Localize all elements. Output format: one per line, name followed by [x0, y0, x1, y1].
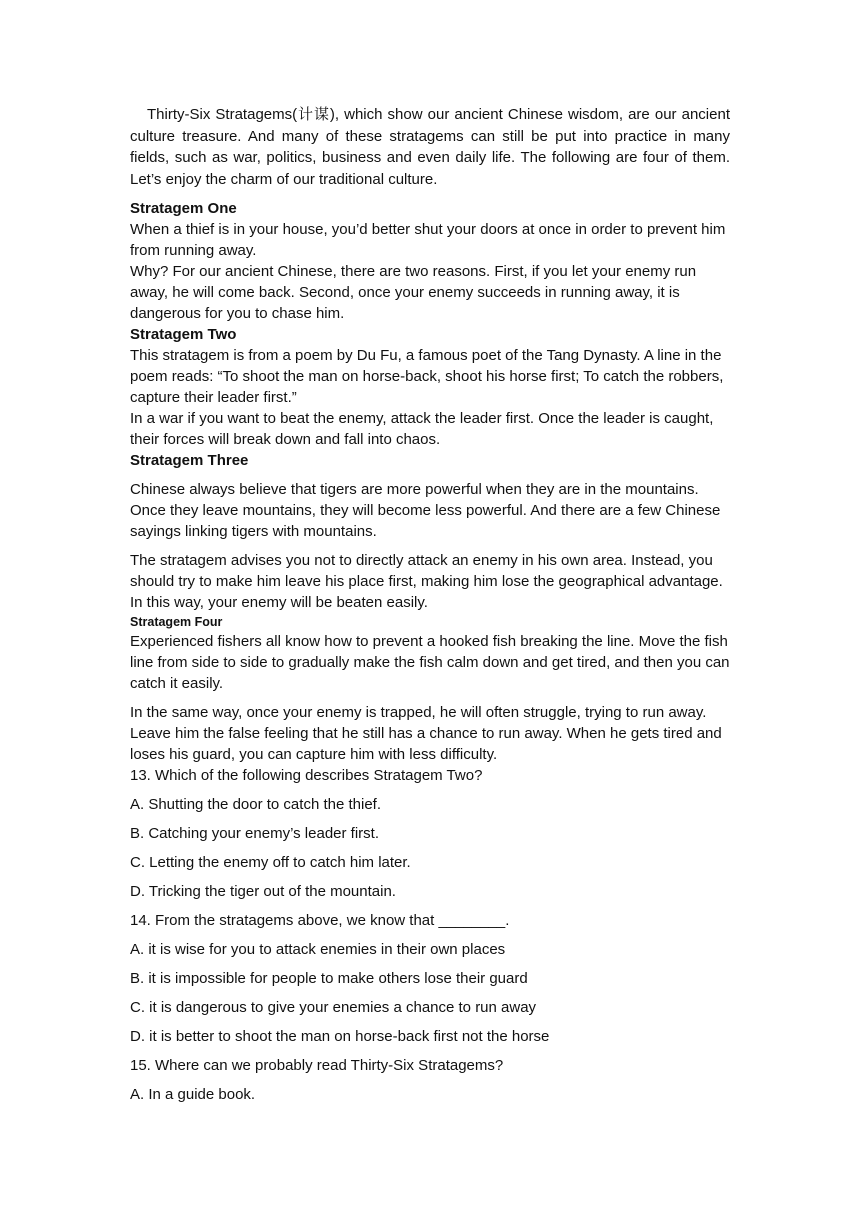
question-15-option-a: A. In a guide book. — [130, 1086, 256, 1103]
stratagem-three-heading: Stratagem Three — [130, 452, 249, 469]
question-13-option-d: D. Tricking the tiger out of the mountain. — [130, 883, 396, 900]
stratagem-four-heading: Stratagem Four — [130, 615, 223, 629]
stratagem-two-paragraph-1: This stratagem is from a poem by Du Fu, a famous poet of the Tang Dynasty. A line in the poem reads: “To shoot the man on horse-back, shoot his horse first; To catch the robbers, capture their leader first.” — [130, 347, 724, 406]
question-13-option-b: B. Catching your enemy’s leader first. — [130, 825, 380, 842]
question-14-option-a: A. it is wise for you to attack enemies in their own places — [130, 941, 506, 958]
question-15-stem: 15. Where can we probably read Thirty-Six Stratagems? — [130, 1057, 504, 1074]
intro-paragraph: Thirty-Six Stratagems(计谋), which show our ancient Chinese wisdom, are our ancient culture treasure. And many of these stratagems can still be put into practice in many fields, such as war, politics, business and even daily life. The following are four of them. Let’s enjoy the charm of our traditional culture. — [130, 106, 730, 188]
stratagem-two-heading: Stratagem Two — [130, 326, 237, 343]
stratagem-four-paragraph-2: In the same way, once your enemy is trapped, he will often struggle, trying to run away. Leave him the false feeling that he still has a chance to run away. When he gets tired and loses his guard, you can capture him with less difficulty. — [130, 704, 722, 763]
stratagem-three-paragraph-2: The stratagem advises you not to directly attack an enemy in his own area. Instead, you should try to make him leave his place first, making him lose the geographical advantage. In this way, your enemy will be beaten easily. — [130, 552, 723, 611]
question-14-stem: 14. From the stratagems above, we know that ________. — [130, 912, 510, 929]
stratagem-two-paragraph-2: In a war if you want to beat the enemy, attack the leader first. Once the leader is caught, their forces will break down and fall into chaos. — [130, 410, 714, 448]
question-14-option-c: C. it is dangerous to give your enemies a chance to run away — [130, 999, 537, 1016]
question-14-option-b: B. it is impossible for people to make others lose their guard — [130, 970, 528, 987]
stratagem-one-heading: Stratagem One — [130, 200, 237, 217]
question-13-stem: 13. Which of the following describes Stratagem Two? — [130, 767, 483, 784]
document-page — [130, 104, 730, 1105]
stratagem-one-paragraph-1: When a thief is in your house, you’d better shut your doors at once in order to prevent him from running away. — [130, 221, 726, 259]
stratagem-four-paragraph-1: Experienced fishers all know how to prevent a hooked fish breaking the line. Move the fish line from side to side to gradually make the fish calm down and get tired, and then you can catch it easily. — [130, 633, 730, 692]
question-14-option-d: D. it is better to shoot the man on horse-back first not the horse — [130, 1028, 550, 1045]
question-13-option-a: A. Shutting the door to catch the thief. — [130, 796, 381, 813]
question-13-option-c: C. Letting the enemy off to catch him later. — [130, 854, 411, 871]
stratagem-one-paragraph-2: Why? For our ancient Chinese, there are two reasons. First, if you let your enemy run away, he will come back. Second, once your enemy succeeds in running away, it is dangerous for you to chase him. — [130, 263, 697, 322]
stratagem-three-paragraph-1: Chinese always believe that tigers are more powerful when they are in the mountains. Once they leave mountains, they will become less powerful. And there are a few Chinese sayings linking tigers with mountains. — [130, 481, 721, 540]
